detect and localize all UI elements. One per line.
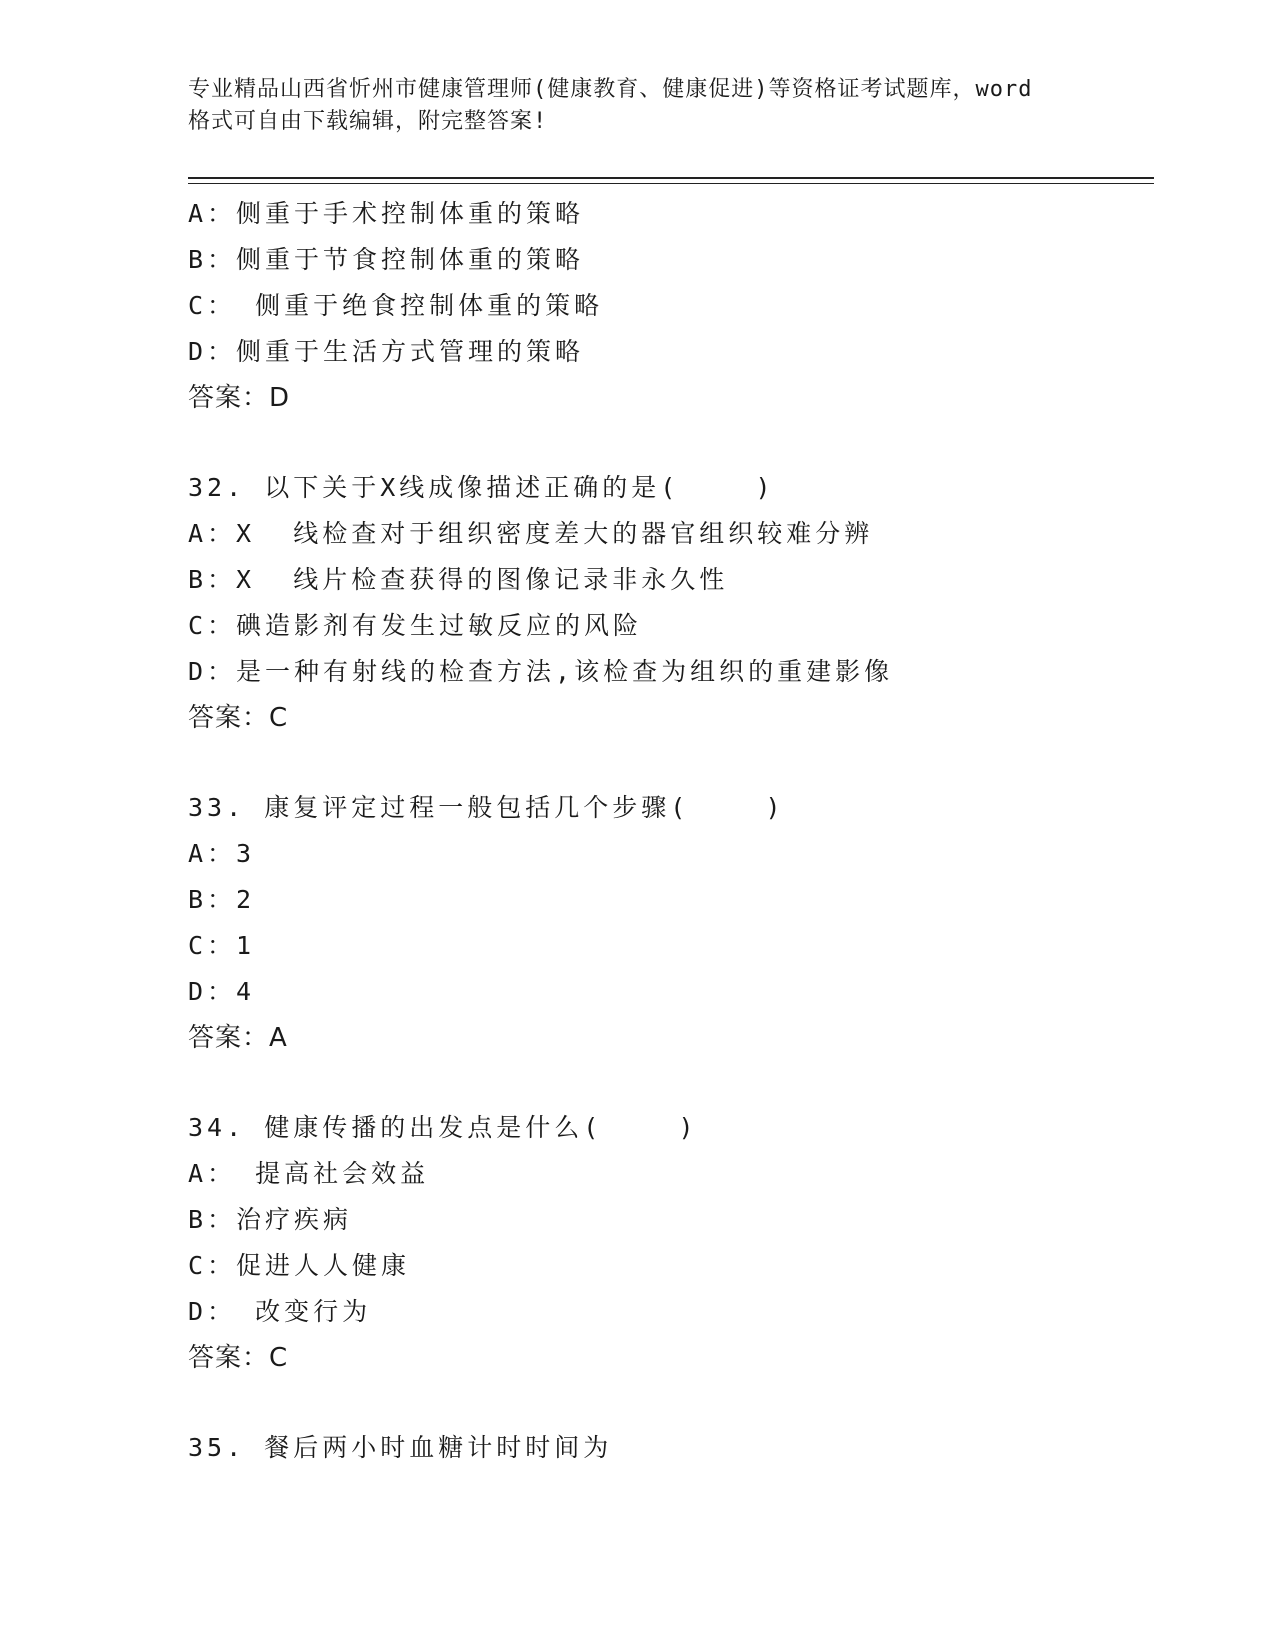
document-header	[188, 74, 1088, 138]
option-b: B：2	[188, 885, 256, 914]
question-35	[188, 1425, 1148, 1471]
question-text: 34. 健康传播的出发点是什么( )	[188, 1113, 698, 1142]
option-b: B：治疗疾病	[188, 1205, 353, 1234]
header-rule-thin	[188, 183, 1154, 184]
option-c: C： 侧重于绝食控制体重的策略	[188, 291, 604, 320]
question-31	[188, 191, 1148, 421]
header-line-1: 专业精品山西省忻州市健康管理师(健康教育、健康促进)等资格证考试题库，word	[188, 77, 1033, 102]
question-text: 35. 餐后两小时血糖计时时间为	[188, 1433, 613, 1462]
option-d: D：是一种有射线的检查方法,该检查为组织的重建影像	[188, 657, 894, 686]
option-d: D：4	[188, 977, 256, 1006]
option-d: D： 改变行为	[188, 1297, 372, 1326]
header-line-2: 格式可自由下载编辑，附完整答案!	[188, 109, 548, 134]
option-a: A：侧重于手术控制体重的策略	[188, 199, 585, 228]
option-c: C：碘造影剂有发生过敏反应的风险	[188, 611, 643, 640]
question-34	[188, 1105, 1148, 1381]
option-c: C：1	[188, 931, 256, 960]
option-c: C：促进人人健康	[188, 1251, 411, 1280]
question-33	[188, 785, 1148, 1061]
header-rule-thick	[188, 177, 1154, 179]
question-gap	[188, 741, 1148, 785]
answer-line: 答案：D	[188, 383, 291, 413]
question-list	[188, 191, 1148, 1471]
option-a: A：3	[188, 839, 256, 868]
option-b: B：侧重于节食控制体重的策略	[188, 245, 585, 274]
option-a: A： 提高社会效益	[188, 1159, 430, 1188]
question-gap	[188, 1061, 1148, 1105]
answer-line: 答案：A	[188, 1023, 288, 1053]
question-32	[188, 465, 1148, 741]
question-gap	[188, 1381, 1148, 1425]
option-a: A：X 线检查对于组织密度差大的器官组织较难分辨	[188, 519, 874, 548]
question-text: 33. 康复评定过程一般包括几个步骤( )	[188, 793, 785, 822]
option-d: D：侧重于生活方式管理的策略	[188, 337, 585, 366]
answer-line: 答案：C	[188, 1343, 289, 1373]
question-gap	[188, 421, 1148, 465]
answer-line: 答案：C	[188, 703, 289, 733]
question-text: 32. 以下关于X线成像描述正确的是( )	[188, 473, 775, 502]
option-b: B：X 线片检查获得的图像记录非永久性	[188, 565, 729, 594]
